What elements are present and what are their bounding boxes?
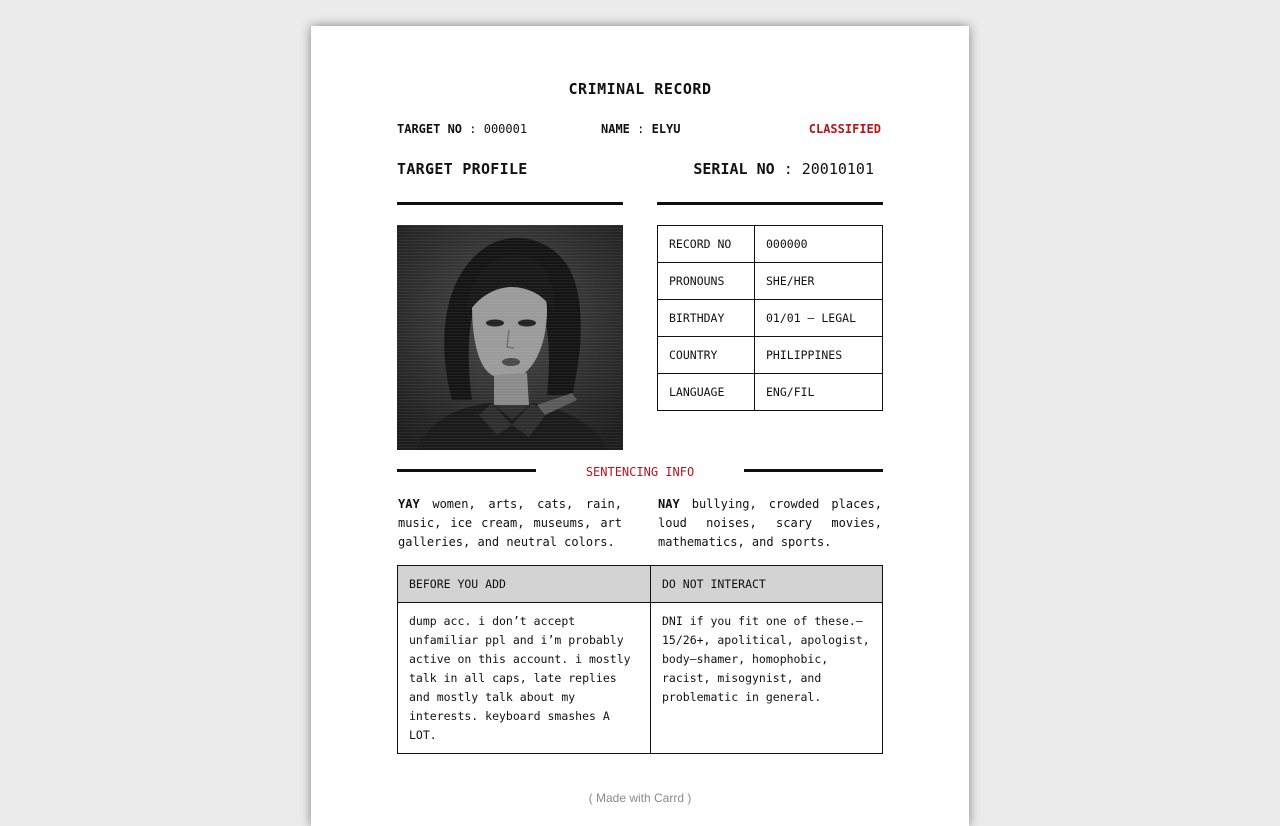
nay-paragraph bbox=[658, 495, 882, 552]
serial-no: SERIAL NO : 20010101 bbox=[693, 160, 874, 178]
info-key: COUNTRY bbox=[658, 337, 755, 374]
yay-paragraph bbox=[398, 495, 622, 552]
do-not-interact-heading: DO NOT INTERACT bbox=[651, 566, 883, 603]
info-value: 01/01 – LEGAL bbox=[755, 300, 883, 337]
target-name: NAME : ELYU bbox=[601, 122, 681, 136]
info-key: RECORD NO bbox=[658, 226, 755, 263]
made-with-carrd-link[interactable]: ( Made with Carrd ) bbox=[588, 791, 692, 805]
name-value: ELYU bbox=[651, 122, 681, 136]
info-row-language bbox=[658, 374, 883, 411]
sentencing-divider-right bbox=[744, 469, 883, 472]
do-not-interact-text: DNI if you fit one of these.–15/26+, apolitical, apologist, body–shamer, homophobic, racist, misogynist, and problematic in general. bbox=[651, 603, 883, 754]
info-row-country bbox=[658, 337, 883, 374]
name-label: NAME bbox=[601, 122, 630, 136]
nay-label: NAY bbox=[658, 497, 680, 511]
info-key: LANGUAGE bbox=[658, 374, 755, 411]
divider-right bbox=[657, 202, 883, 205]
yay-text: women, arts, cats, rain, music, ice cream, museums, art galleries, and neutral colors. bbox=[398, 497, 622, 549]
target-no-label: TARGET NO bbox=[397, 122, 463, 136]
info-value: SHE/HER bbox=[755, 263, 883, 300]
info-row-pronouns bbox=[658, 263, 883, 300]
notice-table bbox=[397, 565, 883, 754]
before-you-add-heading: BEFORE YOU ADD bbox=[398, 566, 651, 603]
info-value: 000000 bbox=[755, 226, 883, 263]
info-value: PHILIPPINES bbox=[755, 337, 883, 374]
info-key: PRONOUNS bbox=[658, 263, 755, 300]
target-profile-heading: TARGET PROFILE bbox=[397, 160, 528, 178]
info-row-record-no bbox=[658, 226, 883, 263]
target-no: TARGET NO : 000001 bbox=[397, 122, 528, 136]
divider-left bbox=[397, 202, 623, 205]
info-table bbox=[657, 225, 883, 411]
page-title: CRIMINAL RECORD bbox=[568, 80, 712, 98]
info-value: ENG/FIL bbox=[755, 374, 883, 411]
profile-photo bbox=[397, 225, 623, 450]
sentencing-info-label: SENTENCING INFO bbox=[585, 465, 695, 479]
record-sheet bbox=[311, 26, 969, 826]
yay-label: YAY bbox=[398, 497, 420, 511]
nay-text: bullying, crowded places, loud noises, scary movies, mathematics, and sports. bbox=[658, 497, 882, 549]
before-you-add-text: dump acc. i don’t accept unfamiliar ppl and i’m probably active on this account. i mostly talk in all caps, late replies and mostly talk about my interests. keyboard smashes A LOT. bbox=[398, 603, 651, 754]
target-no-value: 000001 bbox=[483, 122, 528, 136]
info-row-birthday bbox=[658, 300, 883, 337]
serial-value: 20010101 bbox=[801, 160, 874, 178]
classified-stamp: CLASSIFIED bbox=[808, 122, 881, 136]
info-key: BIRTHDAY bbox=[658, 300, 755, 337]
serial-label: SERIAL NO bbox=[693, 160, 775, 178]
